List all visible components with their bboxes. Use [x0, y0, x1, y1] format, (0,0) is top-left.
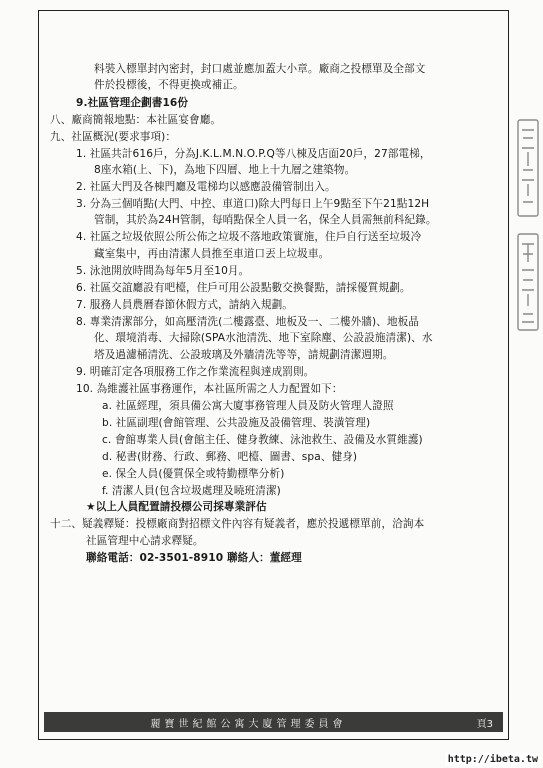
sub-list-item: d. 秘書(財務、行政、郵務、吧檯、圖書、spa、健身) [102, 451, 358, 463]
sub-list-item: a. 社區經理，須具備公寓大廈事務管理人員及防火管理人證照 [102, 400, 394, 412]
list-item: 1. 社區共計616戶，分為J.K.L.M.N.O.P.Q等八棟及店面20戶，27部電梯， [76, 148, 431, 160]
list-item-continuation: 8座水箱(上、下)，為地下四層、地上十九層之建築物。 [94, 164, 356, 176]
list-item: 3. 分為三個哨點(大門、中控、車道口)除大門每日上午9點至下午21點12H [76, 198, 430, 210]
text-line: 件於投標後，不得更換或補正。 [94, 79, 244, 91]
footer-title: 麗寶世紀館公寓大廈管理委員會 [150, 718, 347, 730]
footer-bar [44, 712, 503, 732]
section-heading: 九、社區概況(要求事項)： [50, 131, 177, 143]
sub-list-item: f. 清潔人員(包含垃圾處理及曉班清潔) [102, 485, 281, 497]
list-item: 4. 社區之垃圾依照公所公佈之垃圾不落地政策實施，住戶自行送至垃圾冷 [76, 231, 422, 243]
text-line: 社區管理中心請求釋疑。 [86, 535, 204, 547]
section-heading: 十二、疑義釋疑：投標廠商對招標文件內容有疑義者，應於投遞標單前，洽詢本 [50, 518, 425, 530]
contact-line: 聯絡電話：02-3501-8910 聯絡人：董經理 [86, 552, 302, 564]
text-line: 料裝入標單封內密封，封口處並應加蓋大小章。廠商之投標單及全部文 [94, 63, 426, 75]
list-item: 5. 泳池開放時間為每年5月至10月。 [76, 265, 250, 277]
list-item: 6. 社區交誼廳設有吧檯，住戶可用公設點數交換餐點，請採優質規劃。 [76, 282, 411, 294]
list-item: 9. 明確訂定各項服務工作之作業流程與達成罰則。 [76, 366, 315, 378]
section-heading: 9.社區管理企劃書16份 [76, 97, 189, 109]
list-item: 8. 專業清潔部分，如高壓清洗(二樓露臺、地板及一、二樓外牆)、地板晶 [76, 316, 420, 328]
sub-list-item: b. 社區副理(會館管理、公共設施及設備管理、裝潢管理) [102, 417, 371, 429]
page-number: 頁3 [476, 718, 493, 730]
sub-list-item: c. 會館專業人員(會館主任、健身教練、泳池救生、設備及水質維護) [102, 434, 423, 446]
sub-list-item: e. 保全人員(優質保全或特勤標準分析) [102, 468, 285, 480]
list-item-continuation: 塔及過濾桶清洗、公設玻璃及外牆清洗等等，請規劃清潔週期。 [94, 349, 394, 361]
watermark-text: http://ibeta.tw [445, 753, 541, 766]
list-item: 7. 服務人員農曆春節休假方式，請納入規劃。 [76, 299, 293, 311]
section-heading: 八、廠商簡報地點：本社區宴會廳。 [50, 114, 222, 126]
list-item: 10. 為維護社區事務運作，本社區所需之人力配置如下： [76, 383, 343, 395]
list-item-continuation: 管制，其於為24H管制，每哨點保全人員一名，保全人員需無前科紀錄。 [94, 214, 437, 226]
list-item: 2. 社區大門及各棟門廳及電梯均以感應設備管制出入。 [76, 181, 336, 193]
seal-stamp-icon [516, 118, 540, 334]
list-item-continuation: 藏室集中，再由清潔人員推至車道口丟上垃圾車。 [94, 248, 330, 260]
list-item-continuation: 化、環境消毒、大掃除(SPA水池清洗、地下室除塵、公設設施清潔)、水 [94, 332, 433, 344]
note-line: ★以上人員配置請投標公司採專業評估 [86, 501, 267, 513]
